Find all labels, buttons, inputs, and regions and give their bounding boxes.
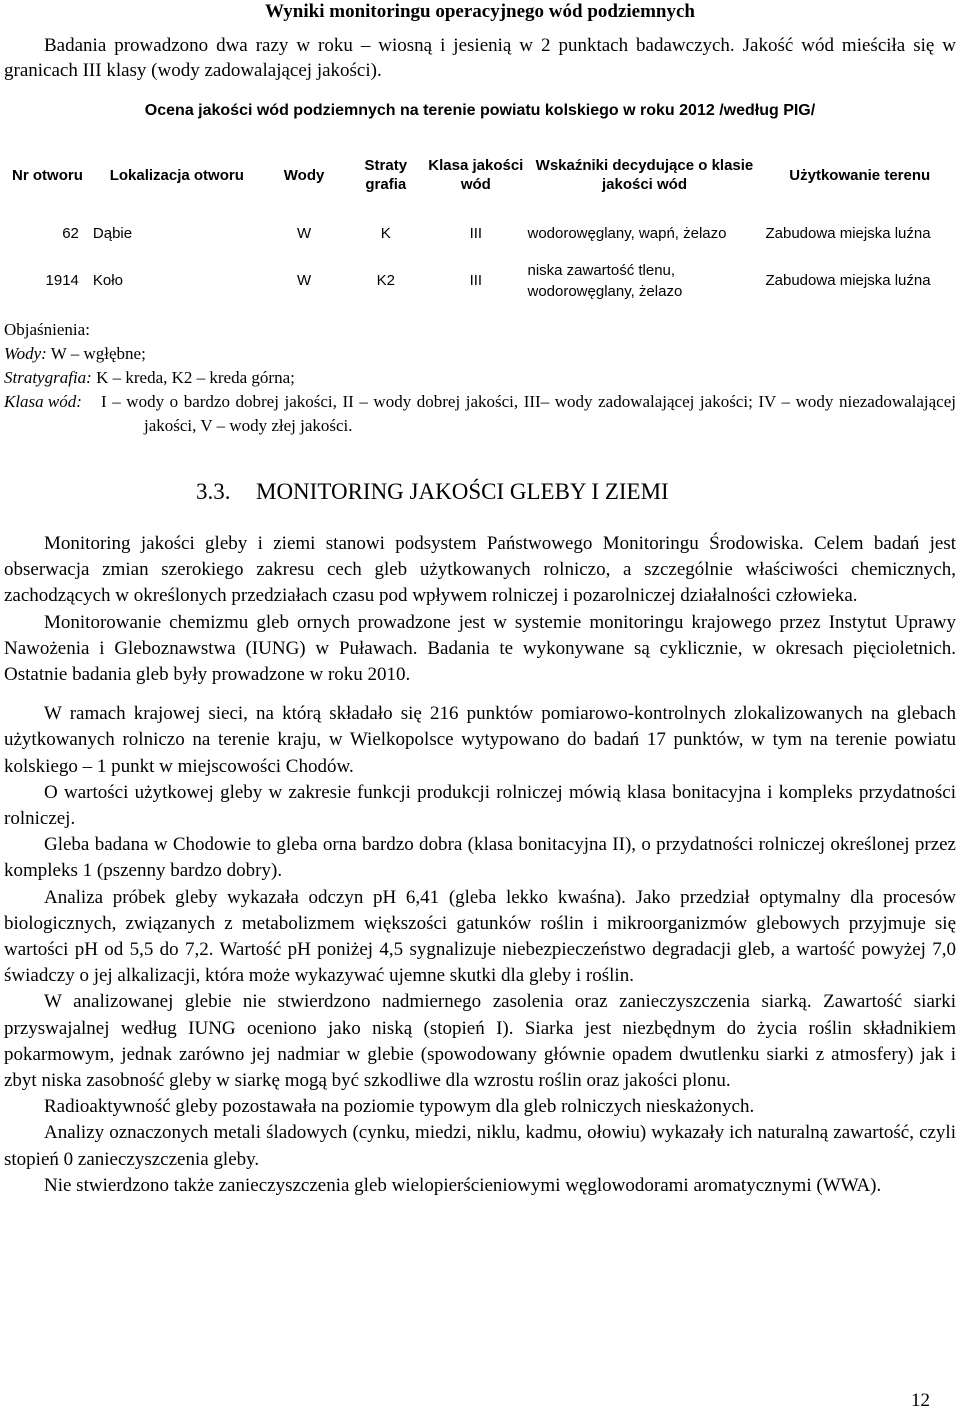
page-title: Wyniki monitoringu operacyjnego wód podziemnych: [265, 1, 695, 22]
table-header-row: [4, 140, 956, 210]
cell-uzytkowanie: Zabudowa miejska luźna: [765, 225, 931, 242]
cell-wskazniki: wodorowęglany, wapń, żelazo: [527, 225, 727, 242]
header-nr: Nr otworu: [12, 166, 83, 184]
note-klasa: [4, 390, 956, 438]
section-heading: [196, 478, 896, 506]
table-row: [4, 257, 956, 304]
cell-uzytkowanie: Zabudowa miejska luźna: [765, 272, 931, 289]
cell-stratygrafia: K2: [376, 272, 395, 289]
section-title: MONITORING JAKOŚCI GLEBY I ZIEMI: [256, 479, 669, 504]
note-stratygrafia: [4, 366, 956, 390]
note-wody-text: W – wgłębne;: [50, 344, 146, 363]
note-strat-text: K – kreda, K2 – kreda górna;: [96, 368, 295, 387]
note-strat-label: Stratygrafia:: [4, 368, 92, 387]
page-number: 12: [911, 1390, 930, 1411]
note-klasa-label: Klasa wód:: [4, 392, 82, 411]
paragraph: Monitorowanie chemizmu gleb ornych prowadzone jest w systemie monitoringu krajowego przez Instytut Uprawy Nawożenia i Gleboznawstwa (IUNG) w Puławach. Badania te wykonywane są cyklicznie, w okresach pięcioletnich. Ostatnie badania gleb były prowadzone w roku 2010.: [4, 611, 956, 686]
cell-stratygrafia: K: [380, 225, 391, 242]
table-notes: [4, 318, 956, 438]
cell-lokalizacja: Dąbie: [92, 225, 133, 242]
cell-klasa: III: [469, 272, 483, 289]
cell-wskazniki: niska zawartość tlenu, wodorowęglany, żelazo: [527, 261, 683, 300]
header-klasa: Klasa jakości wód: [428, 157, 524, 193]
cell-lokalizacja: Koło: [92, 272, 123, 289]
cell-nr: 1914: [45, 272, 79, 289]
paragraph: Nie stwierdzono także zanieczyszczenia gleb wielopierścieniowymi węglowodorami aromatycznymi (WWA).: [44, 1174, 882, 1196]
groundwater-quality-table: [4, 140, 956, 304]
table-caption: Ocena jakości wód podziemnych na terenie powiatu kolskiego w roku 2012 /według PIG/: [144, 102, 816, 119]
paragraph: Gleba badana w Chodowie to gleba orna bardzo dobra (klasa bonitacyjna II), o przydatności rolniczej określonej przez kompleks 1 (pszenny bardzo dobry).: [4, 834, 956, 882]
intro-paragraph: Badania prowadzono dwa razy w roku – wiosną i jesienią w 2 punktach badawczych. Jakość wód mieściła się w granicach III klasy (wody zadowalającej jakości).: [4, 35, 956, 81]
header-lokalizacja: Lokalizacja otworu: [109, 166, 244, 184]
header-wskazniki: Wskaźniki decydujące o klasie jakości wód: [535, 157, 754, 193]
note-wody: [4, 342, 956, 366]
paragraph: O wartości użytkowej gleby w zakresie funkcji produkcji rolniczej mówią klasa bonitacyjna i kompleks przydatności rolniczej.: [4, 781, 956, 830]
cell-wody: W: [296, 272, 312, 289]
header-uzytkowanie: Użytkowanie terenu: [789, 166, 931, 184]
header-wody: Wody: [283, 166, 325, 184]
note-klasa-text: I – wody o bardzo dobrej jakości, II – wody dobrej jakości, III– wody zadowalającej jakości; IV – wody niezadowalającej jakości, V – wody złej jakości.: [101, 392, 956, 435]
cell-wody: W: [296, 225, 312, 242]
header-stratygrafia: Straty grafia: [364, 157, 408, 193]
note-wody-label: Wody:: [4, 344, 47, 363]
paragraph: W ramach krajowej sieci, na którą składało się 216 punktów pomiarowo-kontrolnych zlokalizowanych na glebach użytkowanych rolniczo na terenie kraju, w Wielkopolsce wytypowano do badań 17 punktów, w tym na terenie powiatu kolskiego – 1 punkt w miejscowości Chodów.: [4, 703, 956, 777]
paragraph: Monitoring jakości gleby i ziemi stanowi podsystem Państwowego Monitoringu Środowiska. Celem badań jest obserwacja zmian szerokiego zakresu cech gleb użytkowanych rolniczo, a szczególnie właściwości chemicznych, zachodzących w określonych przedziałach czasu pod wpływem rolniczej i pozarolniczej działalności człowieka.: [4, 533, 956, 607]
cell-nr: 62: [62, 225, 79, 242]
notes-heading: Objaśnienia:: [4, 320, 90, 339]
section-number: 3.3.: [196, 479, 231, 504]
paragraph: Radioaktywność gleby pozostawała na poziomie typowym dla gleb rolniczych nieskażonych.: [44, 1096, 755, 1118]
body-text: [4, 531, 956, 1199]
paragraph: Analizy oznaczonych metali śladowych (cynku, miedzi, niklu, kadmu, ołowiu) wykazały ich naturalną zawartość, czyli stopień 0 zanieczyszczenia gleby.: [4, 1122, 956, 1170]
paragraph: Analiza próbek gleby wykazała odczyn pH 6,41 (gleba lekko kwaśna). Jako przedział optymalny dla procesów biologicznych, związanych z metabolizmem większości gatunków roślin i mikroorganizmów glebowych przyjmuje się wartości pH od 5,5 do 7,2. Wartość pH poniżej 4,5 sygnalizuje niebezpieczeństwo degradacji gleb, a wartość powyżej 7,0 świadczy o jej alkalizacji, która może wykazywać ujemne skutki dla gleby i roślin.: [4, 886, 956, 987]
cell-klasa: III: [469, 225, 483, 242]
table-row: [4, 210, 956, 257]
paragraph: W analizowanej glebie nie stwierdzono nadmiernego zasolenia oraz zanieczyszczenia siarką. Zawartość siarki przyswajalnej według IUNG oceniono jako niską (stopień I). Siarka jest niezbędnym do życia roślin składnikiem pokarmowym, jednak zarówno jej nadmiar w glebie (spowodowany głównie opadem dwutlenku siarki z atmosfery) jak i zbyt niska zasobność gleby w siarkę mogą być szkodliwe dla wzrostu roślin oraz jakości plonu.: [4, 991, 956, 1092]
